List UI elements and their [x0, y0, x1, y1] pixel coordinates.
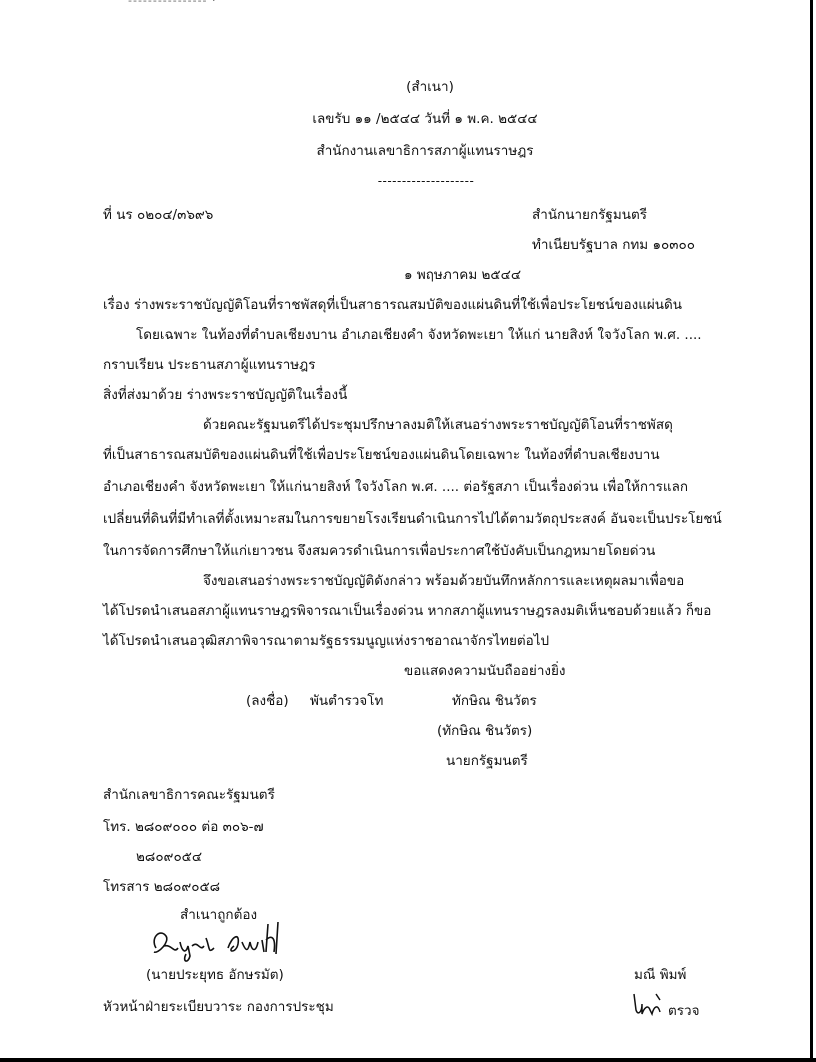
- para1-line-2: ที่เป็นสาธารณสมบัติของแผ่นดินที่ใช้เพื่อประโยชน์ของแผ่นดินโดยเฉพาะ ในท้องที่ตำบลเชียงบาน: [103, 447, 660, 463]
- certifier-name: (นายประยุทธ อักษรมัต): [146, 967, 284, 983]
- checker-initials-icon: [630, 990, 664, 1020]
- top-dash-line: ---------------- ·: [128, 0, 217, 7]
- copy-label: (สำเนา): [406, 79, 454, 95]
- closing: ขอแสดงความนับถืออย่างยิ่ง: [404, 663, 566, 679]
- phone-line: โทร. ๒๘๐๙๐๐๐ ต่อ ๓๐๖-๗: [103, 819, 264, 835]
- page-edge-right: [810, 0, 813, 1062]
- para1-line-5: ในการจัดการศึกษาให้แก่เยาวชน จึงสมควรดำเนินการเพื่อประกาศใช้บังคับเป็นกฎหมายโดยด่วน: [103, 543, 656, 559]
- checker-name: มณี พิมพ์: [634, 967, 687, 983]
- certified-label: สำเนาถูกต้อง: [180, 907, 258, 923]
- certifier-position: หัวหน้าฝ่ายระเบียบวาระ กองการประชุม: [103, 999, 334, 1015]
- signer-rank: พันตำรวจโท: [310, 693, 384, 709]
- para1-line-4: เปลี่ยนที่ดินที่มีทำเลที่ตั้งเหมาะสมในการขยายโรงเรียนดำเนินการไปได้ตามวัตถุประสงค์ อันจะเป็นประโยชน์: [103, 511, 722, 527]
- page-edge-bottom: [0, 1058, 816, 1062]
- para1-line-1: ด้วยคณะรัฐมนตรีได้ประชุมปรึกษาลงมติให้เสนอร่างพระราชบัญญัติโอนที่ราชพัสดุ: [203, 417, 673, 433]
- signer-name: ทักษิณ ชินวัตร: [452, 693, 537, 709]
- para2-line-2: ได้โปรดนำเสนอสภาผู้แทนราษฎรพิจารณาเป็นเรื่องด่วน หากสภาผู้แทนราษฎรลงมติเห็นชอบด้วยแล้ว ก็ขอ: [103, 603, 712, 619]
- handwritten-signature-icon: [148, 918, 298, 966]
- subject-line-2: โดยเฉพาะ ในท้องที่ตำบลเชียงบาน อำเภอเชียงคำ จังหวัดพะเยา ให้แก่ นายสิงห์ ใจวังโลก พ.ศ. ....: [136, 327, 702, 343]
- signer-title: นายกรัฐมนตรี: [446, 753, 528, 769]
- signed-label: (ลงชื่อ): [246, 693, 289, 709]
- sender-address: ทำเนียบรัฐบาล กทม ๑๐๓๐๐: [532, 237, 695, 253]
- received-line: เลขรับ ๑๑ /๒๕๔๔ วันที่ ๑ พ.ค. ๒๕๔๔: [312, 111, 538, 127]
- checked-label: ตรวจ: [668, 1003, 700, 1019]
- receiving-office: สำนักงานเลขาธิการสภาผู้แทนราษฎร: [316, 143, 534, 159]
- header-divider: --------------------: [377, 174, 475, 188]
- para1-line-3: อำเภอเชียงคำ จังหวัดพะเยา ให้แก่นายสิงห์ ใจวังโลก พ.ศ. .... ต่อรัฐสภา เป็นเรื่องด่วน เพื่อให้การแลก: [103, 479, 689, 495]
- footer-office: สำนักเลขาธิการคณะรัฐมนตรี: [103, 787, 275, 803]
- subject-line-1: เรื่อง ร่างพระราชบัญญัติโอนที่ราชพัสดุที่เป็นสาธารณสมบัติของแผ่นดินที่ใช้เพื่อประโยชน์ของแผ่นดิน: [103, 297, 683, 313]
- fax-line: โทรสาร ๒๘๐๙๐๕๘: [103, 879, 221, 895]
- enclosure: สิ่งที่ส่งมาด้วย ร่างพระราชบัญญัติในเรื่องนี้: [103, 387, 348, 403]
- para2-line-3: ได้โปรดนำเสนอวุฒิสภาพิจารณาตามรัฐธรรมนูญแห่งราชอาณาจักรไทยต่อไป: [103, 633, 550, 649]
- salutation: กราบเรียน ประธานสภาผู้แทนราษฎร: [103, 357, 316, 373]
- signer-name-parenthesized: (ทักษิณ ชินวัตร): [437, 723, 533, 739]
- letter-date: ๑ พฤษภาคม ๒๕๔๔: [404, 267, 522, 283]
- para2-line-1: จึงขอเสนอร่างพระราชบัญญัติดังกล่าว พร้อมด้วยบันทึกหลักการและเหตุผลมาเพื่อขอ: [203, 573, 685, 589]
- reference-number: ที่ นร ๐๒๐๔/๓๖๙๖: [103, 207, 214, 223]
- sender-office: สำนักนายกรัฐมนตรี: [532, 207, 647, 223]
- phone-line-2: ๒๘๐๙๐๕๔: [136, 849, 203, 865]
